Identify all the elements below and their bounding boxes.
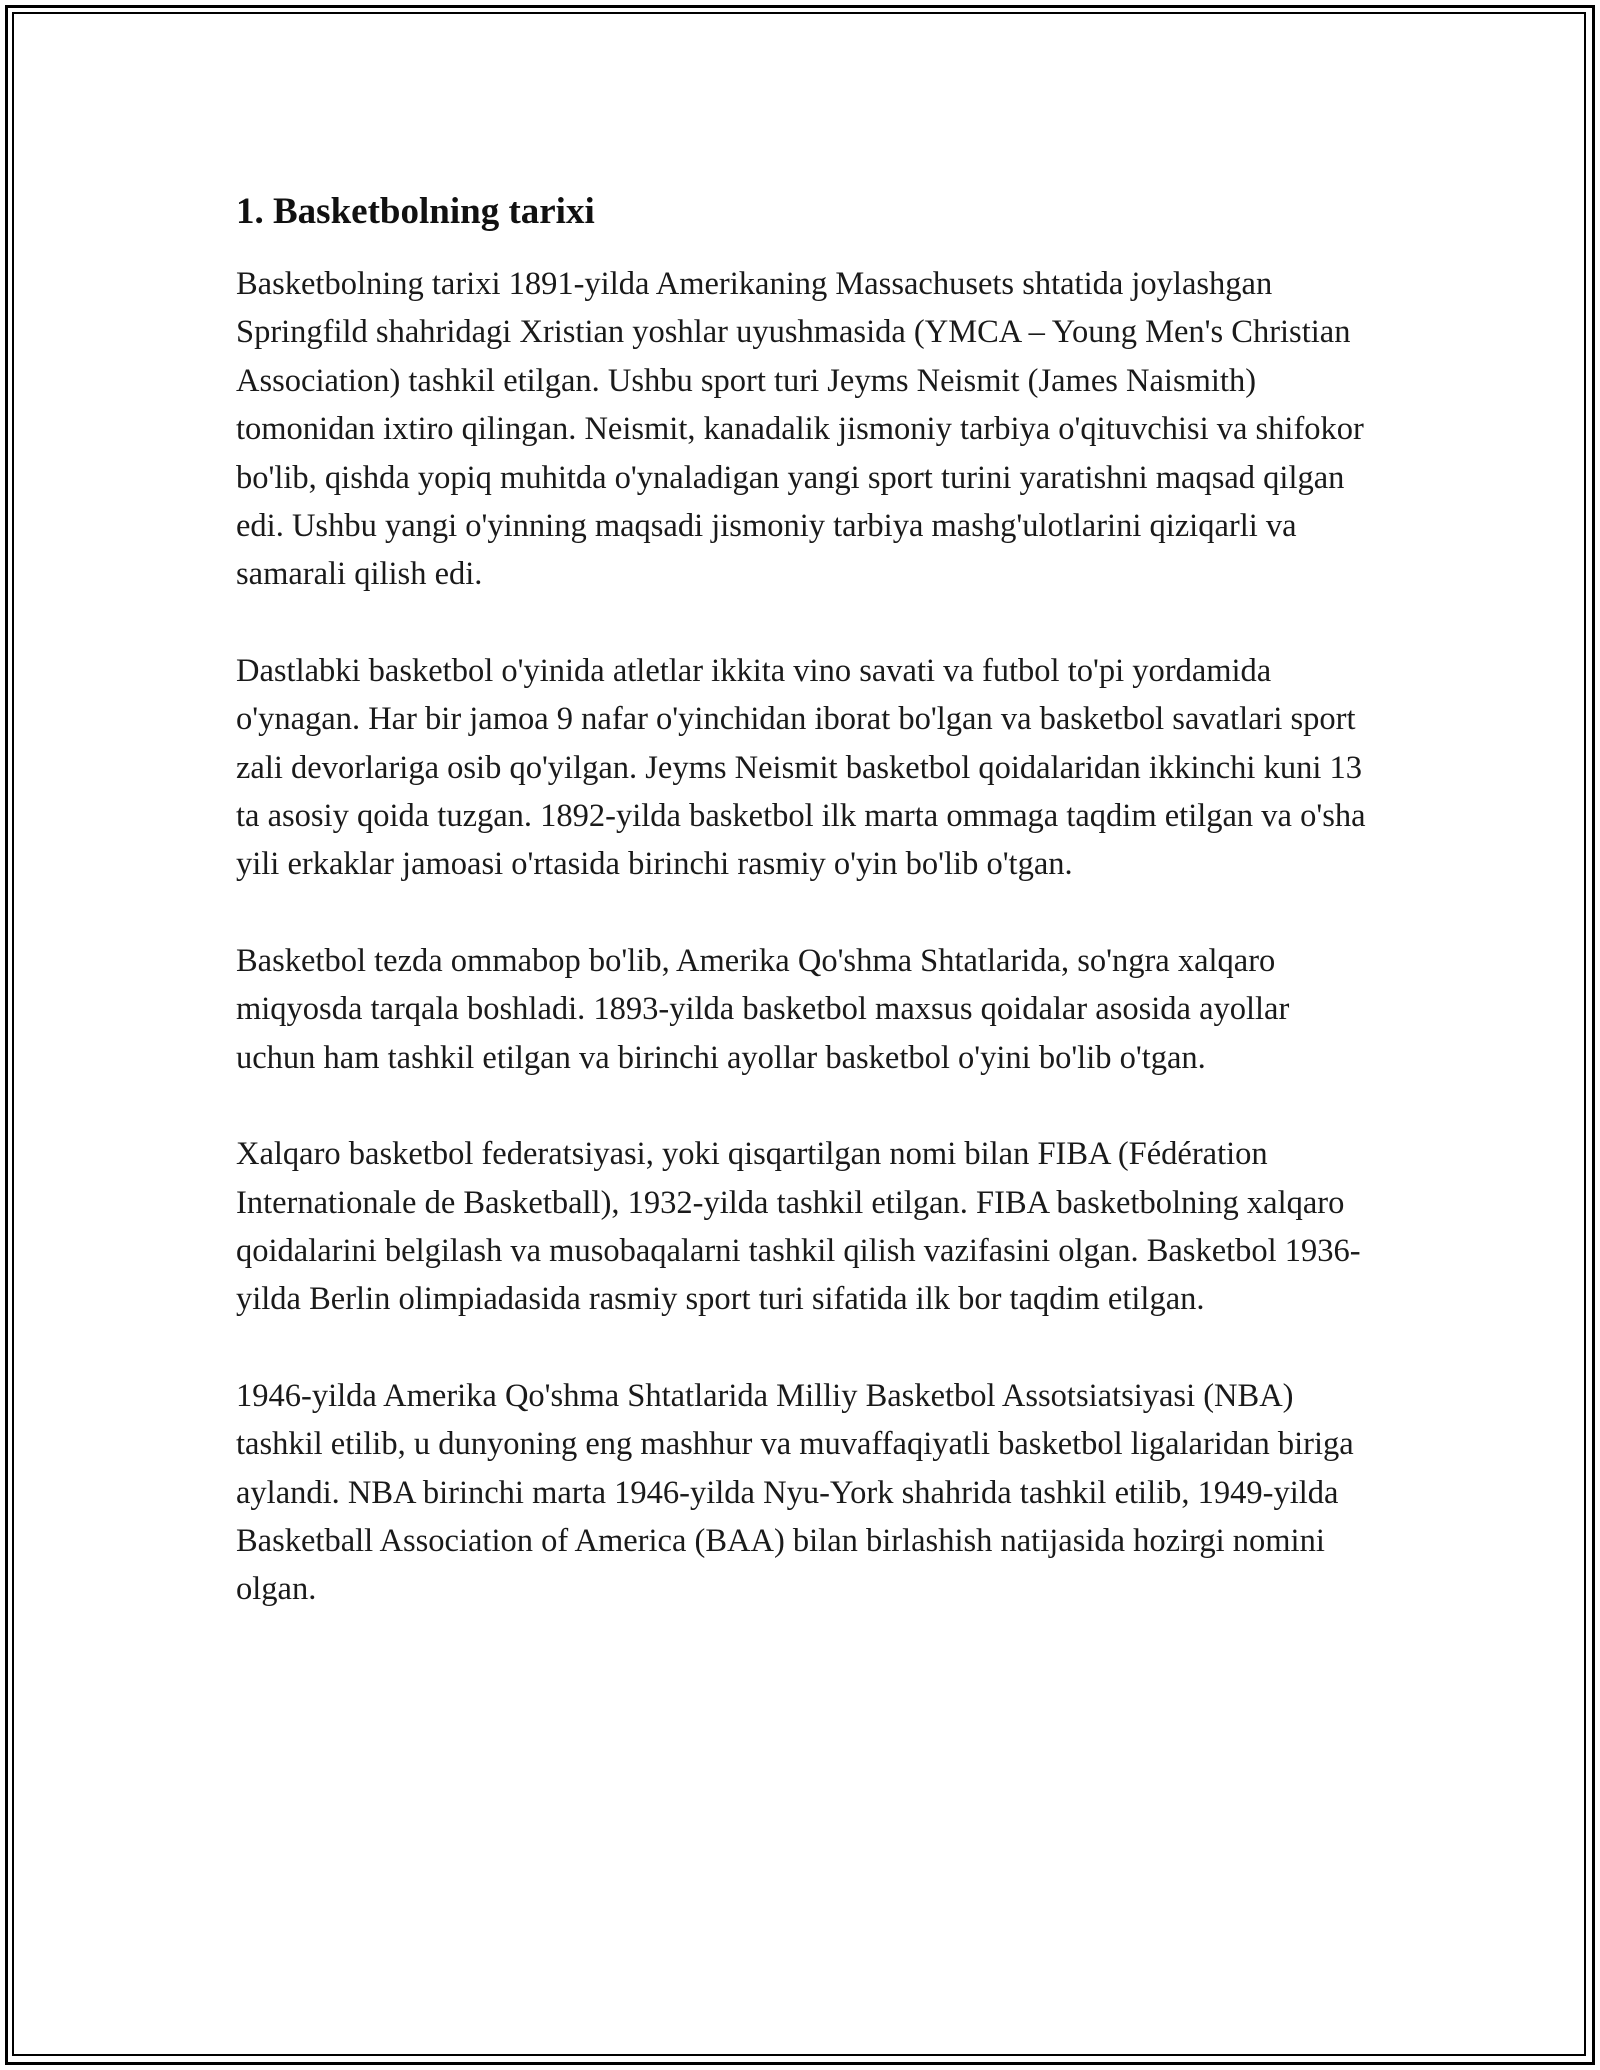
paragraph-origin: Basketbolning tarixi 1891-yilda Amerikaning Massachusets shtatida joylashgan Springfild shahridagi Xristian yoshlar uyushmasida (YMCA – Young Men's Christian Association) tashkil etilgan. Ushbu sport turi Jeyms Neismit (James Naismith) tomonidan ixtiro qilingan. Neismit, kanadalik jismoniy tarbiya o'qituvchisi va shifokor bo'lib, qishda yopiq muhitda o'ynaladigan yangi sport turini yaratishni maqsad qilgan edi. Ushbu yangi o'yinning maqsadi jismoniy tarbiya mashg'ulotlarini qiziqarli va samarali qilish edi. (236, 266, 1364, 593)
section-title: 1. Basketbolning tarixi (236, 191, 595, 232)
paragraph-popularity: Basketbol tezda ommabop bo'lib, Amerika Qo'shma Shtatlarida, so'ngra xalqaro miqyosda tarqala boshladi. 1893-yilda basketbol maxsus qoidalar asosida ayollar uchun ham tashkil etilgan va birinchi ayollar basketbol o'yini bo'lib o'tgan. (236, 942, 1290, 1076)
document-body (236, 186, 1376, 1662)
paragraph-fiba: Xalqaro basketbol federatsiyasi, yoki qisqartilgan nomi bilan FIBA (Fédération Internationale de Basketball), 1932-yilda tashkil etilgan. FIBA basketbolning xalqaro qoidalarini belgilash va musobaqalarni tashkil qilish vazifasini olgan. Basketbol 1936-yilda Berlin olimpiadasida rasmiy sport turi sifatida ilk bor taqdim etilgan. (236, 1136, 1361, 1318)
paragraph-nba: 1946-yilda Amerika Qo'shma Shtatlarida Milliy Basketbol Assotsiatsiyasi (NBA) tashkil etilib, u dunyoning eng mashhur va muvaffaqiyatli basketbol ligalaridan biriga aylandi. NBA birinchi marta 1946-yilda Nyu-York shahrida tashkil etilib, 1949-yilda Basketball Association of America (BAA) bilan birlashish natijasida hozirgi nomini olgan. (236, 1377, 1354, 1608)
paragraph-early-game: Dastlabki basketbol o'yinida atletlar ikkita vino savati va futbol to'pi yordamida o'ynagan. Har bir jamoa 9 nafar o'yinchidan iborat bo'lgan va basketbol savatlari sport zali devorlariga osib qo'yilgan. Jeyms Neismit basketbol qoidalaridan ikkinchi kuni 13 ta asosiy qoida tuzgan. 1892-yilda basketbol ilk marta ommaga taqdim etilgan va o'sha yili erkaklar jamoasi o'rtasida birinchi rasmiy o'yin bo'lib o'tgan. (236, 652, 1366, 883)
